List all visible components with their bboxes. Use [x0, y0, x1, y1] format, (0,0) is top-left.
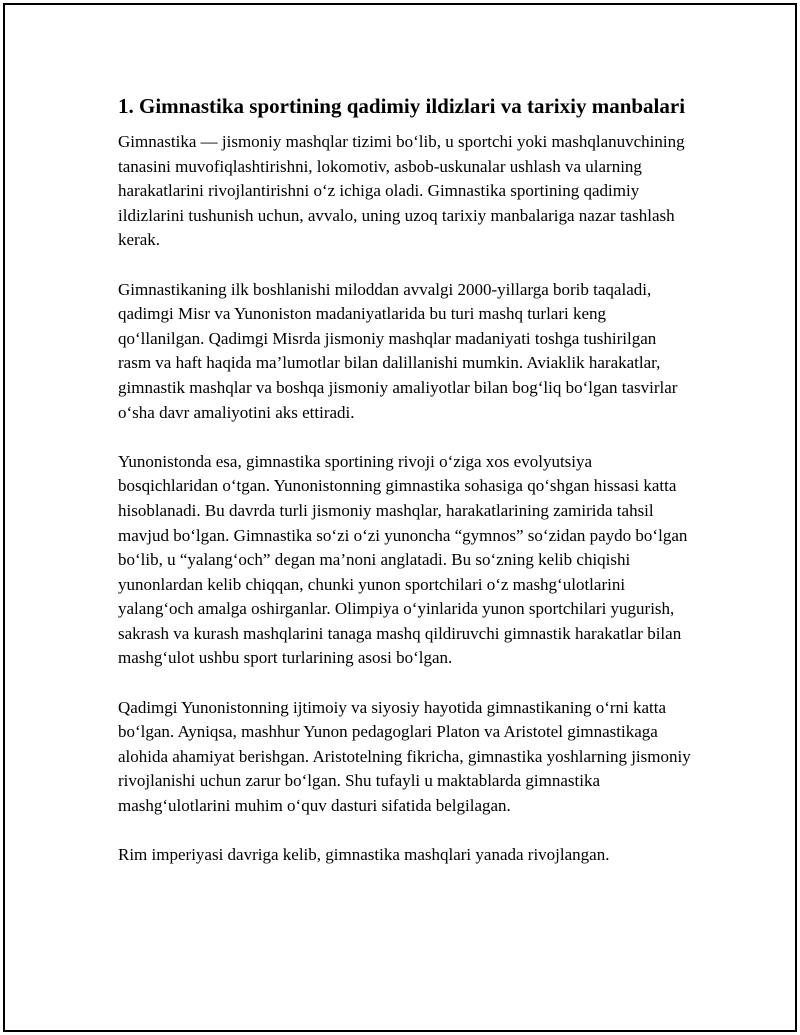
paragraph-1: Gimnastika — jismoniy mashqlar tizimi bo‘lib, u sportchi yoki mashqlanuvchining tanasini muvofiqlashtirishni, lokomotiv, asbob-uskunalar ushlash va ularning harakatlarini rivojlantirishni o‘z ichiga oladi. Gimnastika sportining qadimiy ildizlarini tushunish uchun, avvalo, uning uzoq tarixiy manbalariga nazar tashlash kerak. [118, 132, 685, 250]
paragraph-4: Qadimgi Yunonistonning ijtimoiy va siyosiy hayotida gimnastikaning o‘rni katta bo‘lgan. Ayniqsa, mashhur Yunon pedagoglari Platon va Aristotel gimnastikaga alohida ahamiyat berishgan. Aristotelning fikricha, gimnastika yoshlarning jismoniy rivojlanishi uchun zarur bo‘lgan. Shu tufayli u maktablarda gimnastika mashg‘ulotlarini muhim o‘quv dasturi sifatida belgilagan. [118, 697, 691, 816]
document-body [118, 92, 693, 892]
paragraph-3: Yunonistonda esa, gimnastika sportining rivoji o‘ziga xos evolyutsiya bosqichlaridan o‘tgan. Yunonistonning gimnastika sohasiga qo‘shgan hissasi katta hisoblanadi. Bu davrda turli jismoniy mashqlar, harakatlarining zamirida tahsil mavjud bo‘lgan. Gimnastika so‘zi o‘zi yunoncha “gymnos” so‘zidan paydo bo‘lgan bo‘lib, u “yalang‘och” degan ma’noni anglatadi. Bu so‘zning kelib chiqishi yunonlardan kelib chiqqan, chunki yunon sportchilari o‘z mashg‘ulotlarini yalang‘och amalga oshirganlar. Olimpiya o‘yinlarida yunon sportchilari yugurish, sakrash va kurash mashqlarini tanaga mashq qildiruvchi gimnastik harakatlar bilan mashg‘ulot ushbu sport turlarining asosi bo‘lgan. [118, 451, 688, 668]
paragraph-2: Gimnastikaning ilk boshlanishi miloddan avvalgi 2000-yillarga borib taqaladi, qadimgi Misr va Yunoniston madaniyatlarida bu turi mashq turlari keng qo‘llanilgan. Qadimgi Misrda jismoniy mashqlar madaniyati toshga tushirilgan rasm va haft haqida ma’lumotlar bilan dalillanishi mumkin. Aviaklik harakatlar, gimnastik mashqlar va boshqa jismoniy amaliyotlar bilan bog‘liq bo‘lgan tasvirlar o‘sha davr amaliyotini aks ettiradi. [118, 279, 678, 422]
paragraph-5: Rim imperiyasi davriga kelib, gimnastika mashqlari yanada rivojlangan. [118, 845, 610, 865]
section-heading: 1. Gimnastika sportining qadimiy ildizlari va tarixiy manbalari [118, 94, 686, 118]
